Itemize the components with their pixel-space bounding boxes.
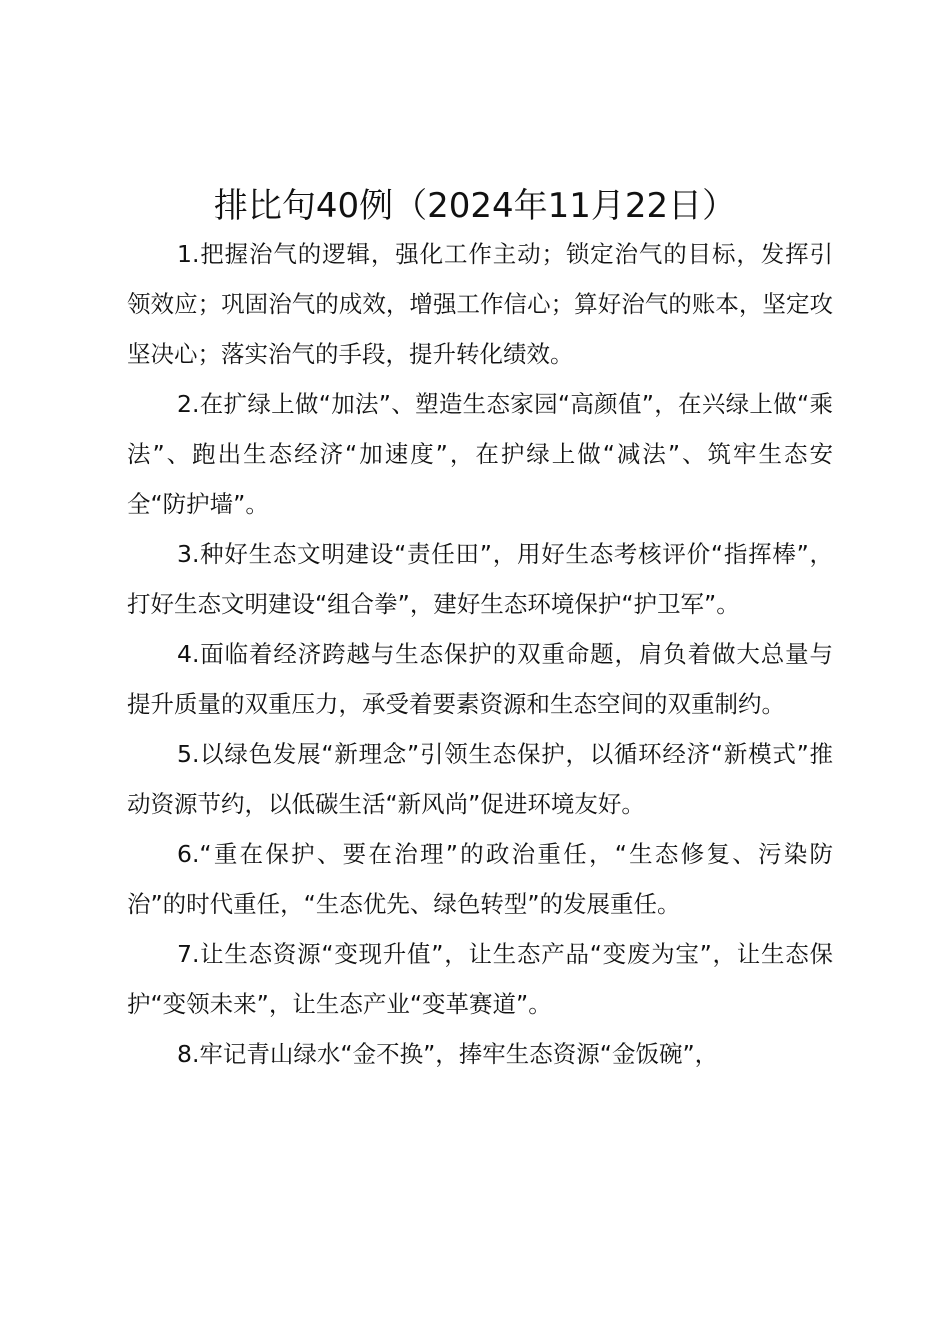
document-body	[127, 229, 833, 1079]
paragraph-8: 8.牢记青山绿水“金不换”，捧牢生态资源“金饭碗”，	[177, 1040, 719, 1068]
paragraph-3: 3.种好生态文明建设“责任田”，用好生态考核评价“指挥棒”，打好生态文明建设“组合拳”，建好生态环境保护“护卫军”。	[127, 540, 833, 618]
paragraph-1: 1.把握治气的逻辑，强化工作主动；锁定治气的目标，发挥引领效应；巩固治气的成效，增强工作信心；算好治气的账本，坚定攻坚决心；落实治气的手段，提升转化绩效。	[127, 240, 833, 368]
paragraph-4: 4.面临着经济跨越与生态保护的双重命题，肩负着做大总量与提升质量的双重压力，承受着要素资源和生态空间的双重制约。	[127, 640, 833, 718]
paragraph-2: 2.在扩绿上做“加法”、塑造生态家园“高颜值”，在兴绿上做“乘法”、跑出生态经济“加速度”，在护绿上做“减法”、筑牢生态安全“防护墙”。	[127, 390, 833, 518]
paragraph-5: 5.以绿色发展“新理念”引领生态保护，以循环经济“新模式”推动资源节约，以低碳生活“新风尚”促进环境友好。	[127, 740, 833, 818]
document-title: 排比句40例（2024年11月22日）	[213, 186, 737, 226]
paragraph-7: 7.让生态资源“变现升值”，让生态产品“变废为宝”，让生态保护“变领未来”，让生态产业“变革赛道”。	[127, 940, 833, 1018]
paragraph-6: 6.“重在保护、要在治理”的政治重任，“生态修复、污染防治”的时代重任，“生态优先、绿色转型”的发展重任。	[127, 840, 833, 918]
